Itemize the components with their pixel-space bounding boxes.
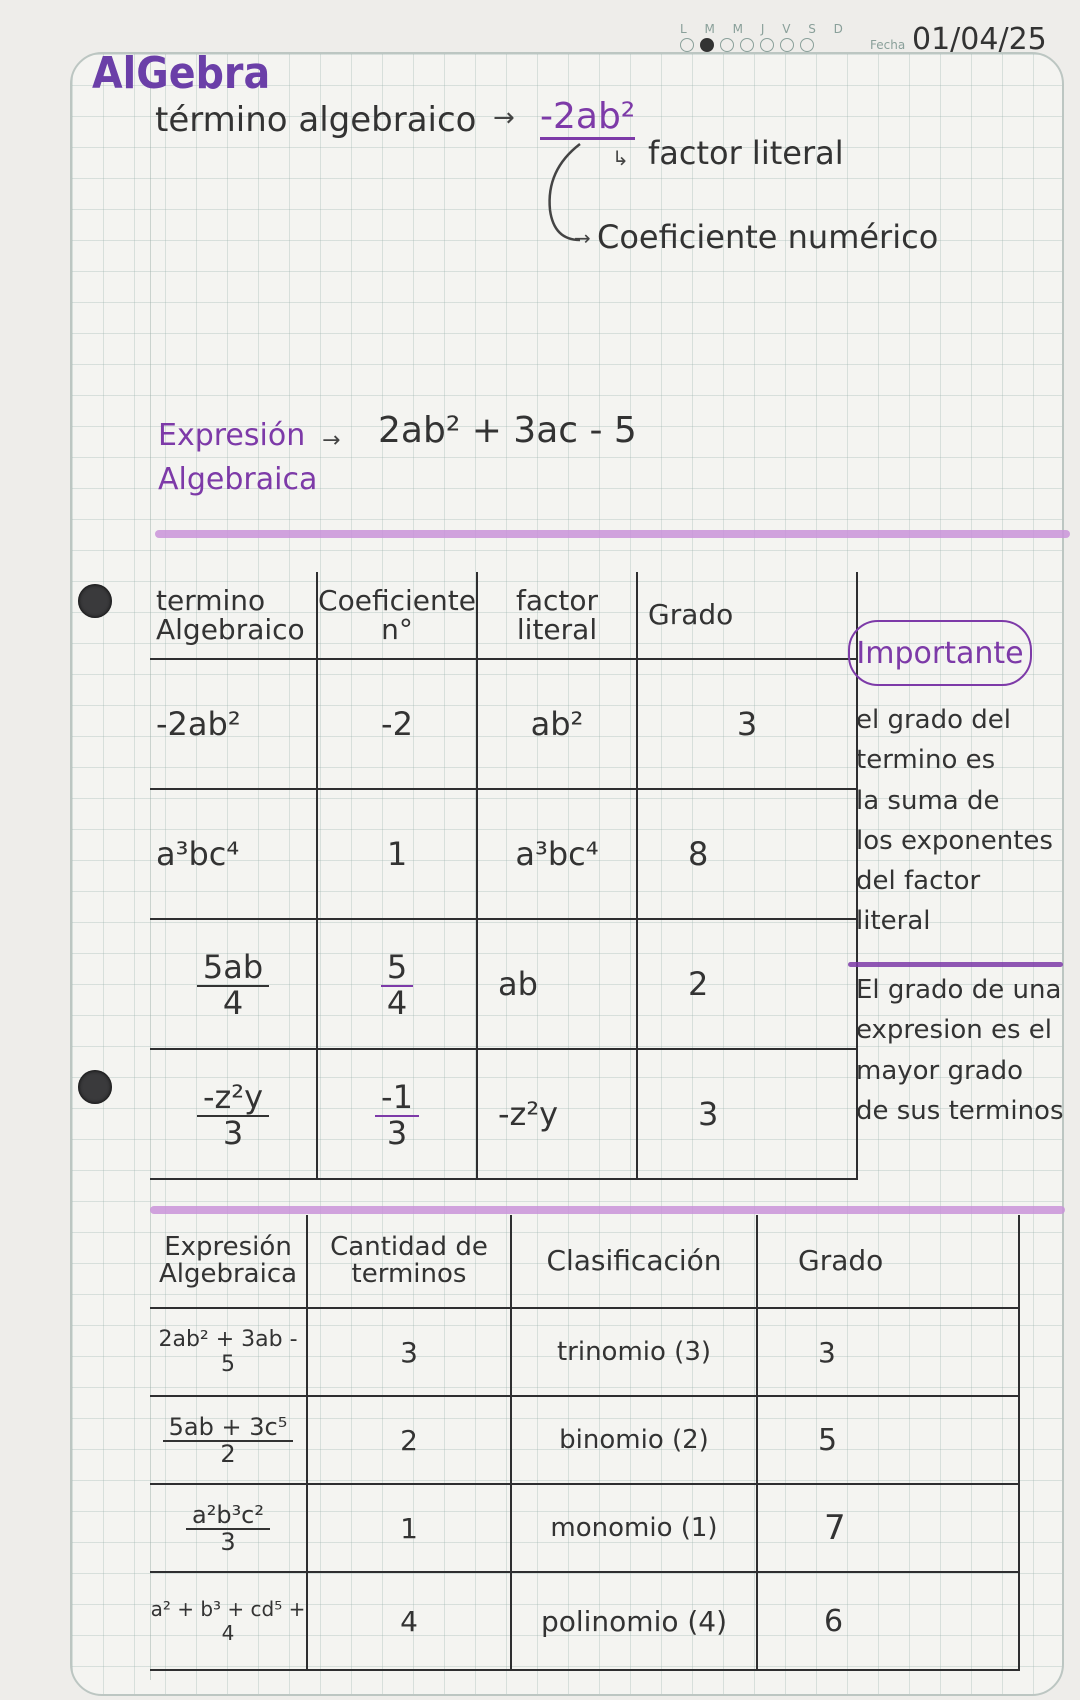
term-label: término algebraico [155,100,477,140]
fraction-denominator: 4 [222,983,244,1022]
fraction-denominator: 3 [222,1113,244,1152]
cell-count: 3 [307,1308,511,1396]
cell-term: a³bc⁴ [150,789,317,919]
cell-grado: 3 [637,659,857,789]
day-circle [800,38,814,52]
fraction-numerator: 5 [381,951,413,987]
cell-term-fraction [150,919,317,1049]
date-label: Fecha [870,38,906,52]
cell-expression: 2ab² + 3ab - 5 [150,1308,307,1396]
arrow-icon: → [322,428,341,453]
arrow-icon: → [493,103,515,133]
cell-clasificacion: polinomio (4) [511,1572,757,1670]
day-circle [740,38,754,52]
binder-hole [78,584,112,618]
binder-hole [78,1070,112,1104]
cell-grado: 3 [757,1308,1019,1396]
cell-grado: 5 [757,1396,1019,1484]
cell-count: 4 [307,1572,511,1670]
fraction-numerator: 5ab + 3c⁵ [163,1415,294,1442]
importante-note-term: el grado del termino es la suma de los exponentes del factor literal [856,705,1053,937]
weekday-letters: L M M J V S D [680,22,850,36]
fraction-denominator: 3 [386,1113,408,1152]
fraction-denominator: 4 [386,983,408,1022]
header-grado: Grado [637,572,857,659]
day-circle [760,38,774,52]
cell-expression: a² + b³ + cd⁵ + 4 [150,1572,307,1670]
header-termino: termino Algebraico [150,572,317,659]
cell-grado: 6 [757,1572,1019,1670]
fraction-denominator: 2 [220,1440,236,1468]
header-grado: Grado [757,1215,1019,1308]
date-value: 01/04/25 [912,22,1047,57]
cell-grado: 3 [637,1049,857,1179]
cell-term-fraction [150,1049,317,1179]
expression-example: 2ab² + 3ac - 5 [378,410,637,451]
day-circle [680,38,694,52]
cell-grado: 7 [757,1484,1019,1572]
header-expresion: Expresión Algebraica [150,1215,307,1308]
note-divider [848,962,1063,967]
importante-bubble: Importante [848,620,1032,686]
header-factor: factor literal [477,572,637,659]
cell-factor: -z²y [477,1049,637,1179]
header-clasificacion: Clasificación [511,1215,757,1308]
cell-grado: 2 [637,919,857,1049]
arrow-icon: → [574,226,591,250]
corner-arrow-icon: ↳ [612,146,629,170]
header-coeficiente: Coeficiente n° [317,572,477,659]
cell-grado: 8 [637,789,857,919]
cell-factor: ab² [477,659,637,789]
fraction-numerator: 5ab [197,951,269,987]
cell-coef-fraction [317,919,477,1049]
divider-highlight [155,530,1070,538]
expression-label-line2: Algebraica [158,462,318,497]
cell-clasificacion: monomio (1) [511,1484,757,1572]
cell-expression-fraction [150,1484,307,1572]
fraction-numerator: a²b³c² [186,1503,270,1530]
cell-coef-fraction [317,1049,477,1179]
divider-highlight [150,1206,1065,1214]
weekday-circles [680,38,814,52]
fraction-numerator: -z²y [197,1081,269,1117]
coeficiente-label: Coeficiente numérico [597,218,939,256]
terms-table [150,572,858,1180]
cell-coef: -2 [317,659,477,789]
cell-clasificacion: trinomio (3) [511,1308,757,1396]
cell-count: 2 [307,1396,511,1484]
cell-clasificacion: binomio (2) [511,1396,757,1484]
header-cantidad: Cantidad de terminos [307,1215,511,1308]
cell-factor: ab [477,919,637,1049]
cell-expression-fraction [150,1396,307,1484]
expressions-table [150,1215,1020,1671]
term-example: -2ab² [540,96,635,140]
expression-label-line1: Expresión [158,418,306,453]
fraction-numerator: -1 [375,1081,419,1117]
day-circle [720,38,734,52]
cell-count: 1 [307,1484,511,1572]
page-title: AlGebra [92,48,271,99]
factor-literal-label: factor literal [648,134,844,172]
cell-factor: a³bc⁴ [477,789,637,919]
day-circle-selected [700,38,714,52]
importante-note-expression: El grado de una expresion es el mayor grado de sus terminos [856,975,1064,1126]
cell-term: -2ab² [150,659,317,789]
day-circle [780,38,794,52]
cell-coef: 1 [317,789,477,919]
fraction-denominator: 3 [220,1528,236,1556]
